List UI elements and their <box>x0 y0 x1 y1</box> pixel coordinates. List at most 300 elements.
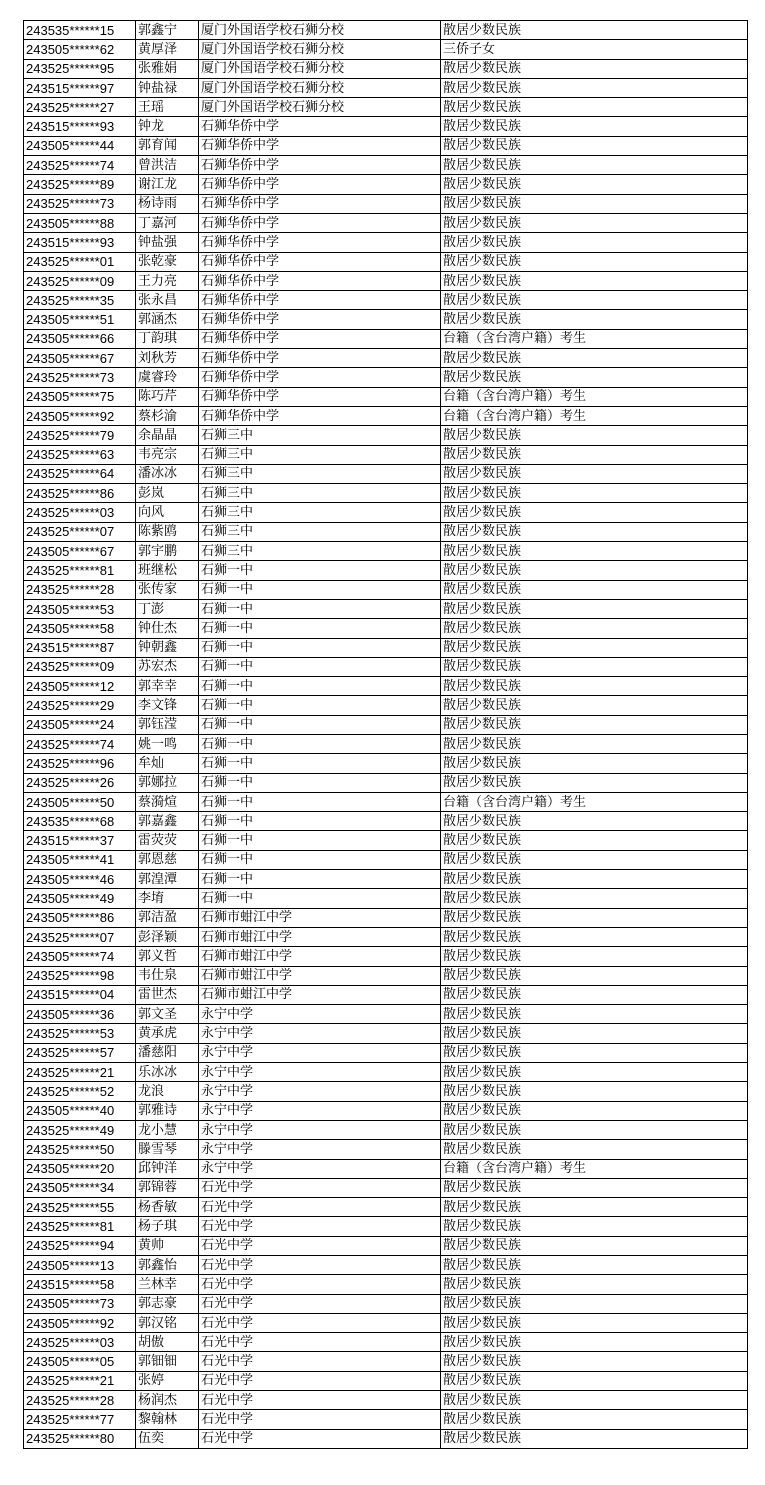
student-name-cell: 黎翰林 <box>136 1410 199 1429</box>
student-name-cell: 班继松 <box>136 561 199 580</box>
school-cell: 石狮华侨中学 <box>199 406 441 425</box>
table-row <box>24 754 748 773</box>
exam-id-cell: 243505******53 <box>24 599 136 618</box>
table-row <box>24 59 748 78</box>
category-cell: 散居少数民族 <box>441 1313 748 1332</box>
table-row <box>24 1391 748 1410</box>
school-cell: 石狮市蚶江中学 <box>199 985 441 1004</box>
school-cell: 石狮华侨中学 <box>199 271 441 290</box>
student-name-cell: 黄帅 <box>136 1236 199 1255</box>
student-name-cell: 郭钰滢 <box>136 715 199 734</box>
exam-id-cell: 243525******07 <box>24 927 136 946</box>
table-row <box>24 349 748 368</box>
student-name-cell: 杨子琪 <box>136 1217 199 1236</box>
category-cell: 散居少数民族 <box>441 503 748 522</box>
exam-id-cell: 243525******52 <box>24 1082 136 1101</box>
table-row <box>24 1043 748 1062</box>
table-row <box>24 233 748 252</box>
school-cell: 永宁中学 <box>199 1005 441 1024</box>
category-cell: 散居少数民族 <box>441 1275 748 1294</box>
table-row <box>24 870 748 889</box>
exam-id-cell: 243525******21 <box>24 1371 136 1390</box>
table-row <box>24 406 748 425</box>
table-row <box>24 1005 748 1024</box>
student-name-cell: 丁韵琪 <box>136 329 199 348</box>
table-row <box>24 368 748 387</box>
category-cell: 散居少数民族 <box>441 696 748 715</box>
category-cell: 散居少数民族 <box>441 445 748 464</box>
exam-id-cell: 243525******95 <box>24 59 136 78</box>
exam-id-cell: 243525******01 <box>24 252 136 271</box>
student-name-cell: 杨诗雨 <box>136 194 199 213</box>
category-cell: 散居少数民族 <box>441 966 748 985</box>
category-cell: 散居少数民族 <box>441 850 748 869</box>
school-cell: 厦门外国语学校石狮分校 <box>199 78 441 97</box>
exam-id-cell: 243525******74 <box>24 734 136 753</box>
student-name-cell: 郭鑫怡 <box>136 1256 199 1275</box>
exam-id-cell: 243525******35 <box>24 291 136 310</box>
table-row <box>24 947 748 966</box>
school-cell: 石狮一中 <box>199 677 441 696</box>
student-name-cell: 陈紫鸥 <box>136 522 199 541</box>
category-cell: 散居少数民族 <box>441 98 748 117</box>
table-row <box>24 291 748 310</box>
student-name-cell: 刘秋芳 <box>136 349 199 368</box>
school-cell: 石狮市蚶江中学 <box>199 927 441 946</box>
school-cell: 石狮华侨中学 <box>199 213 441 232</box>
category-cell: 散居少数民族 <box>441 677 748 696</box>
category-cell: 散居少数民族 <box>441 522 748 541</box>
school-cell: 石狮三中 <box>199 503 441 522</box>
exam-id-cell: 243525******27 <box>24 98 136 117</box>
category-cell: 散居少数民族 <box>441 754 748 773</box>
exam-id-cell: 243515******58 <box>24 1275 136 1294</box>
school-cell: 永宁中学 <box>199 1101 441 1120</box>
table-row <box>24 1256 748 1275</box>
table-row <box>24 1217 748 1236</box>
table-row <box>24 831 748 850</box>
school-cell: 永宁中学 <box>199 1043 441 1062</box>
exam-id-cell: 243515******87 <box>24 638 136 657</box>
school-cell: 永宁中学 <box>199 1140 441 1159</box>
category-cell: 散居少数民族 <box>441 715 748 734</box>
exam-id-cell: 243505******24 <box>24 715 136 734</box>
exam-id-cell: 243505******41 <box>24 850 136 869</box>
table-row <box>24 985 748 1004</box>
exam-id-cell: 243525******74 <box>24 156 136 175</box>
category-cell: 散居少数民族 <box>441 1352 748 1371</box>
table-row <box>24 1429 748 1448</box>
table-row <box>24 1024 748 1043</box>
school-cell: 石狮一中 <box>199 773 441 792</box>
exam-id-cell: 243505******05 <box>24 1352 136 1371</box>
exam-id-cell: 243505******50 <box>24 792 136 811</box>
table-row <box>24 213 748 232</box>
student-name-cell: 彭岚 <box>136 484 199 503</box>
student-name-cell: 杨香敏 <box>136 1198 199 1217</box>
category-cell: 散居少数民族 <box>441 734 748 753</box>
category-cell: 散居少数民族 <box>441 1178 748 1197</box>
school-cell: 石狮华侨中学 <box>199 387 441 406</box>
category-cell: 散居少数民族 <box>441 213 748 232</box>
table-row <box>24 1178 748 1197</box>
table-row <box>24 580 748 599</box>
school-cell: 永宁中学 <box>199 1082 441 1101</box>
category-cell: 散居少数民族 <box>441 194 748 213</box>
category-cell: 散居少数民族 <box>441 1082 748 1101</box>
student-name-cell: 蔡漪煊 <box>136 792 199 811</box>
category-cell: 散居少数民族 <box>441 831 748 850</box>
student-name-cell: 李堉 <box>136 889 199 908</box>
category-cell: 台籍（含台湾户籍）考生 <box>441 406 748 425</box>
student-name-cell: 张婷 <box>136 1371 199 1390</box>
student-name-cell: 李文锋 <box>136 696 199 715</box>
exam-id-cell: 243505******66 <box>24 329 136 348</box>
school-cell: 石狮一中 <box>199 715 441 734</box>
school-cell: 石狮三中 <box>199 445 441 464</box>
student-name-cell: 钟盐禄 <box>136 78 199 97</box>
school-cell: 石狮三中 <box>199 464 441 483</box>
school-cell: 厦门外国语学校石狮分校 <box>199 21 441 40</box>
exam-id-cell: 243525******63 <box>24 445 136 464</box>
exam-id-cell: 243515******37 <box>24 831 136 850</box>
category-cell: 散居少数民族 <box>441 271 748 290</box>
school-cell: 永宁中学 <box>199 1024 441 1043</box>
category-cell: 散居少数民族 <box>441 464 748 483</box>
exam-id-cell: 243525******09 <box>24 657 136 676</box>
exam-id-cell: 243505******88 <box>24 213 136 232</box>
table-row <box>24 1159 748 1178</box>
category-cell: 散居少数民族 <box>441 542 748 561</box>
exam-id-cell: 243515******93 <box>24 117 136 136</box>
student-name-cell: 郭恩慈 <box>136 850 199 869</box>
student-name-cell: 张乾豪 <box>136 252 199 271</box>
table-row <box>24 812 748 831</box>
table-row <box>24 599 748 618</box>
category-cell: 散居少数民族 <box>441 1140 748 1159</box>
student-name-cell: 王力亮 <box>136 271 199 290</box>
exam-id-cell: 243525******77 <box>24 1410 136 1429</box>
student-name-cell: 钟盐强 <box>136 233 199 252</box>
category-cell: 散居少数民族 <box>441 117 748 136</box>
table-row <box>24 98 748 117</box>
school-cell: 石狮一中 <box>199 792 441 811</box>
table-row <box>24 677 748 696</box>
category-cell: 散居少数民族 <box>441 426 748 445</box>
table-row <box>24 1313 748 1332</box>
student-name-cell: 郭钿钿 <box>136 1352 199 1371</box>
student-name-cell: 郭嘉鑫 <box>136 812 199 831</box>
table-row <box>24 619 748 638</box>
exam-id-cell: 243505******34 <box>24 1178 136 1197</box>
student-name-cell: 张永昌 <box>136 291 199 310</box>
student-name-cell: 龙小慧 <box>136 1120 199 1139</box>
table-row <box>24 271 748 290</box>
school-cell: 石狮一中 <box>199 580 441 599</box>
table-row <box>24 1063 748 1082</box>
table-row <box>24 387 748 406</box>
student-name-cell: 郭文圣 <box>136 1005 199 1024</box>
school-cell: 厦门外国语学校石狮分校 <box>199 59 441 78</box>
student-name-cell: 丁澎 <box>136 599 199 618</box>
category-cell: 散居少数民族 <box>441 889 748 908</box>
category-cell: 散居少数民族 <box>441 599 748 618</box>
school-cell: 石狮华侨中学 <box>199 310 441 329</box>
category-cell: 散居少数民族 <box>441 580 748 599</box>
category-cell: 散居少数民族 <box>441 484 748 503</box>
student-name-cell: 姚一鸣 <box>136 734 199 753</box>
category-cell: 散居少数民族 <box>441 908 748 927</box>
school-cell: 永宁中学 <box>199 1159 441 1178</box>
category-cell: 散居少数民族 <box>441 1294 748 1313</box>
exam-id-cell: 243525******03 <box>24 503 136 522</box>
category-cell: 散居少数民族 <box>441 1333 748 1352</box>
exam-id-cell: 243505******12 <box>24 677 136 696</box>
student-name-cell: 王瑶 <box>136 98 199 117</box>
school-cell: 石光中学 <box>199 1429 441 1448</box>
school-cell: 石狮市蚶江中学 <box>199 966 441 985</box>
school-cell: 石狮一中 <box>199 657 441 676</box>
exam-id-cell: 243505******67 <box>24 349 136 368</box>
category-cell: 三侨子女 <box>441 40 748 59</box>
student-name-cell: 胡傲 <box>136 1333 199 1352</box>
student-name-cell: 余晶晶 <box>136 426 199 445</box>
student-name-cell: 彭泽颖 <box>136 927 199 946</box>
exam-id-cell: 243525******03 <box>24 1333 136 1352</box>
school-cell: 厦门外国语学校石狮分校 <box>199 98 441 117</box>
student-name-cell: 郭湟潭 <box>136 870 199 889</box>
student-name-cell: 郭宇鹏 <box>136 542 199 561</box>
exam-id-cell: 243525******29 <box>24 696 136 715</box>
exam-id-cell: 243525******73 <box>24 194 136 213</box>
table-row <box>24 1371 748 1390</box>
category-cell: 散居少数民族 <box>441 870 748 889</box>
student-name-cell: 黄厚泽 <box>136 40 199 59</box>
category-cell: 散居少数民族 <box>441 233 748 252</box>
exam-id-cell: 243505******51 <box>24 310 136 329</box>
school-cell: 石光中学 <box>199 1275 441 1294</box>
category-cell: 台籍（含台湾户籍）考生 <box>441 329 748 348</box>
table-row <box>24 657 748 676</box>
school-cell: 石光中学 <box>199 1178 441 1197</box>
category-cell: 散居少数民族 <box>441 175 748 194</box>
school-cell: 石狮华侨中学 <box>199 136 441 155</box>
table-row <box>24 1275 748 1294</box>
exam-id-cell: 243525******50 <box>24 1140 136 1159</box>
student-name-cell: 蔡杉渝 <box>136 406 199 425</box>
category-cell: 散居少数民族 <box>441 1410 748 1429</box>
student-name-cell: 伍奕 <box>136 1429 199 1448</box>
student-name-cell: 张传家 <box>136 580 199 599</box>
student-name-cell: 郭育闻 <box>136 136 199 155</box>
category-cell: 散居少数民族 <box>441 1120 748 1139</box>
table-row <box>24 696 748 715</box>
table-row <box>24 156 748 175</box>
student-name-cell: 黄承虎 <box>136 1024 199 1043</box>
exam-id-cell: 243525******09 <box>24 271 136 290</box>
school-cell: 永宁中学 <box>199 1120 441 1139</box>
exam-id-cell: 243525******79 <box>24 426 136 445</box>
student-name-cell: 郭志豪 <box>136 1294 199 1313</box>
exam-id-cell: 243525******96 <box>24 754 136 773</box>
student-name-cell: 滕雪琴 <box>136 1140 199 1159</box>
table-row <box>24 329 748 348</box>
school-cell: 石狮一中 <box>199 754 441 773</box>
category-cell: 散居少数民族 <box>441 638 748 657</box>
table-row <box>24 1101 748 1120</box>
category-cell: 散居少数民族 <box>441 1005 748 1024</box>
category-cell: 散居少数民族 <box>441 368 748 387</box>
table-row <box>24 1294 748 1313</box>
school-cell: 石狮三中 <box>199 522 441 541</box>
exam-id-cell: 243505******86 <box>24 908 136 927</box>
student-name-cell: 郭义哲 <box>136 947 199 966</box>
exam-id-cell: 243525******98 <box>24 966 136 985</box>
exam-id-cell: 243505******13 <box>24 1256 136 1275</box>
exam-id-cell: 243525******89 <box>24 175 136 194</box>
table-row <box>24 1198 748 1217</box>
exam-id-cell: 243505******20 <box>24 1159 136 1178</box>
table-row <box>24 1082 748 1101</box>
exam-id-cell: 243505******75 <box>24 387 136 406</box>
student-name-cell: 杨润杰 <box>136 1391 199 1410</box>
student-name-cell: 陈巧芹 <box>136 387 199 406</box>
school-cell: 石狮华侨中学 <box>199 117 441 136</box>
table-row <box>24 889 748 908</box>
table-row <box>24 1410 748 1429</box>
student-name-cell: 张雅娟 <box>136 59 199 78</box>
exam-id-cell: 243525******64 <box>24 464 136 483</box>
table-row <box>24 175 748 194</box>
table-row <box>24 445 748 464</box>
student-name-cell: 曾洪洁 <box>136 156 199 175</box>
table-row <box>24 484 748 503</box>
student-name-cell: 苏宏杰 <box>136 657 199 676</box>
exam-id-cell: 243505******40 <box>24 1101 136 1120</box>
category-cell: 散居少数民族 <box>441 1063 748 1082</box>
student-name-cell: 钟龙 <box>136 117 199 136</box>
table-row <box>24 1333 748 1352</box>
exam-id-cell: 243505******58 <box>24 619 136 638</box>
school-cell: 石狮一中 <box>199 696 441 715</box>
table-row <box>24 1236 748 1255</box>
student-name-cell: 潘冰冰 <box>136 464 199 483</box>
exam-id-cell: 243505******67 <box>24 542 136 561</box>
category-cell: 散居少数民族 <box>441 927 748 946</box>
school-cell: 石光中学 <box>199 1391 441 1410</box>
exam-id-cell: 243505******49 <box>24 889 136 908</box>
table-row <box>24 908 748 927</box>
category-cell: 散居少数民族 <box>441 1256 748 1275</box>
school-cell: 石狮华侨中学 <box>199 233 441 252</box>
school-cell: 石狮一中 <box>199 870 441 889</box>
table-row <box>24 194 748 213</box>
exam-id-cell: 243525******94 <box>24 1236 136 1255</box>
student-name-cell: 郭锦蓉 <box>136 1178 199 1197</box>
table-row <box>24 117 748 136</box>
category-cell: 散居少数民族 <box>441 1236 748 1255</box>
student-name-cell: 雷世杰 <box>136 985 199 1004</box>
exam-id-cell: 243535******68 <box>24 812 136 831</box>
student-name-cell: 丁嘉河 <box>136 213 199 232</box>
student-name-cell: 钟朝鑫 <box>136 638 199 657</box>
student-name-cell: 虞睿玲 <box>136 368 199 387</box>
table-row <box>24 1352 748 1371</box>
table-row <box>24 850 748 869</box>
category-cell: 散居少数民族 <box>441 1429 748 1448</box>
exam-id-cell: 243525******81 <box>24 1217 136 1236</box>
exam-id-cell: 243525******53 <box>24 1024 136 1043</box>
exam-id-cell: 243525******55 <box>24 1198 136 1217</box>
school-cell: 石狮华侨中学 <box>199 349 441 368</box>
school-cell: 石狮华侨中学 <box>199 194 441 213</box>
table-row <box>24 503 748 522</box>
category-cell: 散居少数民族 <box>441 1391 748 1410</box>
school-cell: 石狮一中 <box>199 561 441 580</box>
exam-id-cell: 243525******73 <box>24 368 136 387</box>
category-cell: 散居少数民族 <box>441 985 748 1004</box>
category-cell: 散居少数民族 <box>441 252 748 271</box>
table-row <box>24 522 748 541</box>
school-cell: 石狮华侨中学 <box>199 252 441 271</box>
student-name-cell: 郭汉铭 <box>136 1313 199 1332</box>
school-cell: 石狮三中 <box>199 542 441 561</box>
school-cell: 石狮华侨中学 <box>199 156 441 175</box>
school-cell: 石狮三中 <box>199 484 441 503</box>
exam-id-cell: 243515******97 <box>24 78 136 97</box>
exam-id-cell: 243505******92 <box>24 1313 136 1332</box>
school-cell: 石光中学 <box>199 1313 441 1332</box>
exam-id-cell: 243535******15 <box>24 21 136 40</box>
table-row <box>24 792 748 811</box>
category-cell: 散居少数民族 <box>441 812 748 831</box>
table-row <box>24 542 748 561</box>
exam-id-cell: 243505******46 <box>24 870 136 889</box>
exam-id-cell: 243515******04 <box>24 985 136 1004</box>
school-cell: 石光中学 <box>199 1294 441 1313</box>
category-cell: 散居少数民族 <box>441 78 748 97</box>
exam-id-cell: 243525******57 <box>24 1043 136 1062</box>
school-cell: 石光中学 <box>199 1333 441 1352</box>
student-name-cell: 兰林幸 <box>136 1275 199 1294</box>
table-row <box>24 40 748 59</box>
school-cell: 石光中学 <box>199 1371 441 1390</box>
student-name-cell: 潘慈阳 <box>136 1043 199 1062</box>
student-name-cell: 邱钟洋 <box>136 1159 199 1178</box>
table-row <box>24 252 748 271</box>
table-row <box>24 78 748 97</box>
school-cell: 石狮市蚶江中学 <box>199 947 441 966</box>
table-row <box>24 464 748 483</box>
school-cell: 石狮一中 <box>199 850 441 869</box>
school-cell: 石狮三中 <box>199 426 441 445</box>
school-cell: 石狮一中 <box>199 831 441 850</box>
category-cell: 散居少数民族 <box>441 59 748 78</box>
category-cell: 台籍（含台湾户籍）考生 <box>441 792 748 811</box>
student-name-cell: 乐冰冰 <box>136 1063 199 1082</box>
school-cell: 石光中学 <box>199 1256 441 1275</box>
category-cell: 散居少数民族 <box>441 657 748 676</box>
school-cell: 石狮华侨中学 <box>199 368 441 387</box>
school-cell: 石狮市蚶江中学 <box>199 908 441 927</box>
table-row <box>24 1140 748 1159</box>
exam-id-cell: 243515******93 <box>24 233 136 252</box>
exam-id-cell: 243505******92 <box>24 406 136 425</box>
roster-body <box>24 21 748 1449</box>
student-name-cell: 谢江龙 <box>136 175 199 194</box>
school-cell: 石狮一中 <box>199 599 441 618</box>
school-cell: 石狮一中 <box>199 812 441 831</box>
